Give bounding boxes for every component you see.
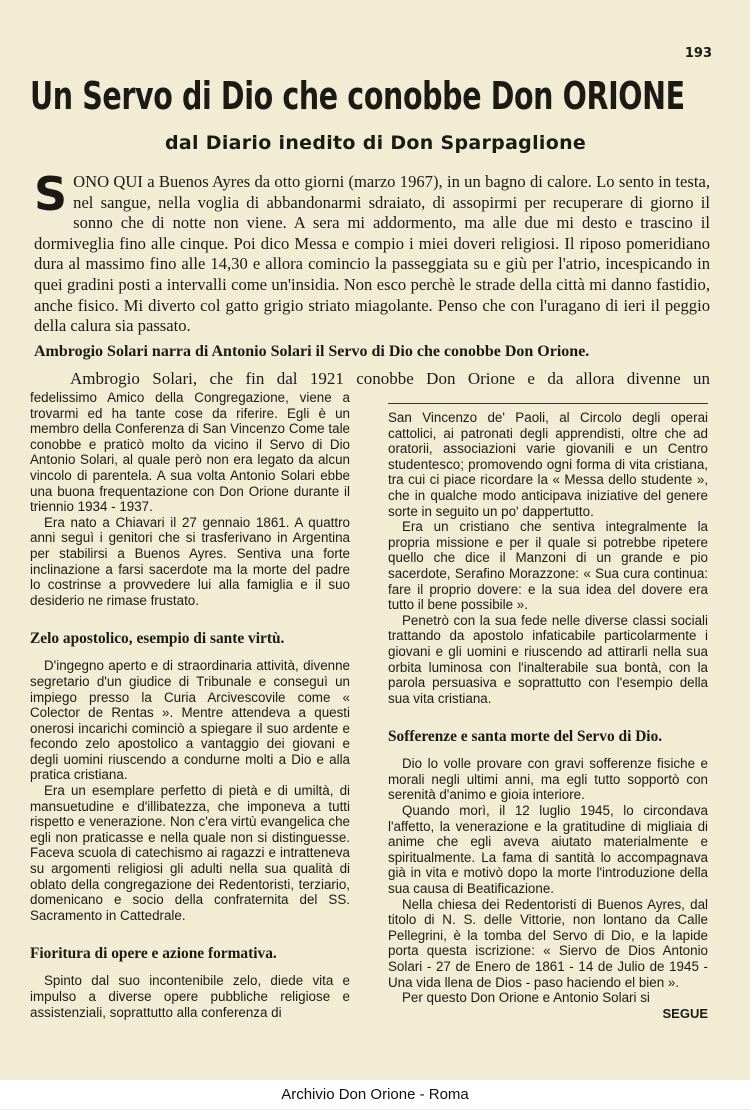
section-heading-solari: Ambrogio Solari narra di Antonio Solari il Servo di Dio che conobbe Don Orione. <box>34 343 590 360</box>
continued-label: SEGUE <box>662 1005 708 1021</box>
section-heading-zelo: Zelo apostolico, esempio di sante virtù. <box>30 630 285 648</box>
page-number: 193 <box>684 46 712 61</box>
right-paragraph-5: Quando morì, il 12 luglio 1945, lo circondava l'affetto, la venerazione e la gratitudine di migliaia di anime che egli aveva aiutato materialmente e spiritualmente. La fama di santità lo accompagnava già in vita e motivò dopo la morte l'introduzione della sua causa di Beatificazione. <box>388 803 708 897</box>
left-paragraph-1: fedelissimo Amico della Congregazione, viene a trovarmi ed ha tante cose da riferire. Egli è un membro della Conferenza di San Vincenzo Come tale conobbe e praticò molto da vicino il Servo di Dio Antonio Solari, al quale però non era legato da alcun vincolo di parentela. A sua volta Antonio Solari ebbe una buona frequentazione con Don Orione durante il triennio 1934 - 1937. <box>30 390 350 515</box>
intro-text: ONO QUI a Buenos Ayres da otto giorni (marzo 1967), in un bagno di calore. Lo sento in testa, nel sangue, nella voglia di abbandonarmi sdraiato, di assopirmi per recuperare di giorno il sonno che di notte non viene. A sera mi addormento, ma alle due mi desto e trascino il dormiveglia fino alle cinque. Poi dico Messa e compio i miei doveri religiosi. Il riposo pomeridiano dura al massimo fino alle 14,30 e allora comincio la passeggiata su e giù per l'atrio, incespicando in quei gradini posti a intervalli come un'insidia. Non esco perchè le strade della città mi danno fastidio, anche fisico. Mi diverto col gatto grigio striato miagolante. Penso che con l'uragano di ieri il peggio della calura sia passato. <box>34 172 710 336</box>
right-paragraph-1: San Vincenzo de' Paoli, al Circolo degli operai cattolici, ai patronati degli apprendisti, oltre che ad oratorii, associazioni varie giovanili e un Centro studentesco; promovendo ogni forma di vita cristiana, tra cui ci piace ricordare la « Messa dello studente », che in qualche modo anticipava iniziative del genere sorte in seguito un po' dappertutto. <box>388 410 708 519</box>
left-paragraph-5: Spinto dal suo incontenibile zelo, diede vita e impulso a diverse opere pubbliche religiose e assistenziali, soprattutto alla conferenza di <box>30 973 350 1020</box>
left-paragraph-2: Era nato a Chiavari il 27 gennaio 1861. A quattro anni seguì i genitori che si trasferivano in Argentina per stabilirsi a Buenos Ayres. Sentiva una forte inclinazione a farsi sacerdote ma la morte del padre lo costrinse a provvedere lui alla famiglia e il suo desiderio ne rimase frustato. <box>30 514 350 608</box>
right-paragraph-6: Nella chiesa dei Redentoristi di Buenos Ayres, dal titolo di N. S. delle Vittorie, non lontano da Calle Pellegrini, è la tomba del Servo di Dio, e la lapide porta questa iscrizione: « Siervo de Dios Antonio Solari - 27 de Enero de 1861 - 14 de Julio de 1945 - Una vida llena de Dios - paso haciendo el bien ». <box>388 896 708 990</box>
left-paragraph-3: D'ingegno aperto e di straordinaria attività, divenne segretario d'un giudice di Tribunale e conseguì un impiego presso la Curia Arcivescovile come « Colector de Rentas ». Mentre attendeva a questi onerosi incarichi cominciò a spiegare il suo ardente e fecondo zelo apostolico a vantaggio dei giovani e degli uomini riuscendo a condurne molti a Dio e alla pratica cristiana. <box>30 658 350 783</box>
article-title: Un Servo di Dio che conobbe Don ORIONE <box>30 74 685 118</box>
drop-cap: S <box>34 167 68 221</box>
archive-footer: Archivio Don Orione - Roma <box>0 1080 750 1109</box>
right-paragraph-3: Penetrò con la sua fede nelle diverse classi sociali trattando da apostolo infaticabile particolarmente i giovani e gli uomini e riuscendo ad attirarli nella sua orbita luminosa con l'inalterabile sua bontà, con la parola persuasiva e soprattutto con l'esempio della sua vita cristiana. <box>388 612 708 706</box>
section-heading-fioritura: Fioritura di opere e azione formativa. <box>30 945 277 963</box>
section-lead-line: Ambrogio Solari, che fin dal 1921 conobbe Don Orione e da allora divenne un <box>70 369 710 388</box>
article-subtitle: dal Diario inedito di Don Sparpaglione <box>165 132 587 154</box>
right-paragraph-4: Dio lo volle provare con gravi sofferenze fisiche e morali negli ultimi anni, ma egli tutto sopportò con serenità d'animo e gioia interiore. <box>388 756 708 803</box>
intro-paragraph <box>34 167 710 337</box>
right-paragraph-7: Per questo Don Orione e Antonio Solari si <box>402 990 650 1006</box>
right-paragraph-2: Era un cristiano che sentiva integralmente la propria missione e per il quale si potrebbe ripetere quello che dice il Manzoni di un grande e pio sacerdote, Serafino Morazzone: « Sua cura continua: fare il proprio dovere: e la sua idea del dovere era tutto il bene possibile ». <box>388 519 708 613</box>
section-heading-sofferenze: Sofferenze e santa morte del Servo di Dio. <box>388 728 663 746</box>
left-column <box>30 390 350 1020</box>
right-column <box>388 410 708 1021</box>
left-paragraph-4: Era un esemplare perfetto di pietà e di umiltà, di mansuetudine e d'illibatezza, che imponeva a tutti rispetto e venerazione. Non c'era virtù evangelica che egli non praticasse e nella quale non si distinguesse. Faceva scuola di catechismo ai ragazzi e intratteneva su argomenti religiosi gli adulti nella sua qualità di oblato della congregazione dei Redentoristi, terziario, domenicano e socio della confraternita del SS. Sacramento in Cattedrale. <box>30 783 350 923</box>
column-divider-rule <box>388 403 708 404</box>
